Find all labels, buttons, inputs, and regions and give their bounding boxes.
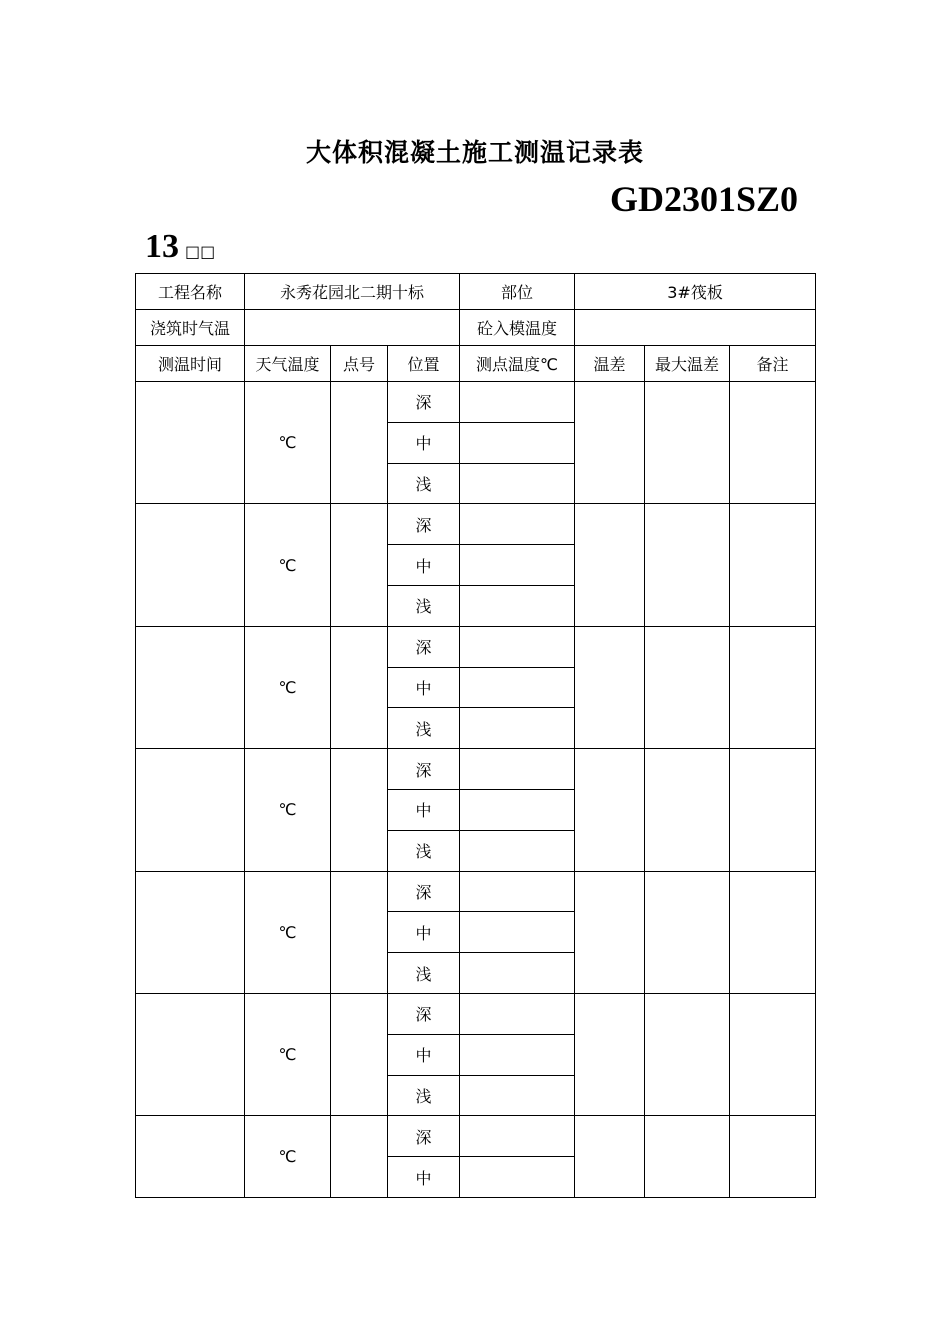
point-temp-cell[interactable]: [460, 871, 575, 912]
measurement-row: [136, 749, 816, 790]
position-cell: 深: [388, 1116, 460, 1157]
position-cell: 中: [388, 667, 460, 708]
measure-time-cell[interactable]: [136, 993, 245, 1115]
position-cell: 浅: [388, 463, 460, 504]
point-temp-cell[interactable]: [460, 545, 575, 586]
measurement-row: [136, 993, 816, 1034]
pour-temperature-row: [136, 310, 816, 346]
position-cell: 中: [388, 1157, 460, 1198]
point-temp-cell[interactable]: [460, 422, 575, 463]
temp-diff-cell[interactable]: [575, 504, 645, 626]
position-cell: 深: [388, 871, 460, 912]
pour-temp-value[interactable]: [245, 310, 460, 346]
weather-temp-cell[interactable]: ℃: [245, 504, 331, 626]
measure-time-cell[interactable]: [136, 504, 245, 626]
temp-diff-cell[interactable]: [575, 871, 645, 993]
mold-temp-label: 砼入模温度: [460, 310, 575, 346]
remarks-cell[interactable]: [730, 1116, 816, 1198]
temp-diff-cell[interactable]: [575, 749, 645, 871]
position-cell: 浅: [388, 830, 460, 871]
remarks-cell[interactable]: [730, 871, 816, 993]
max-temp-diff-cell[interactable]: [645, 993, 730, 1115]
weather-temp-cell[interactable]: ℃: [245, 626, 331, 748]
temperature-record-table: [135, 273, 816, 1198]
point-temp-cell[interactable]: [460, 1157, 575, 1198]
point-temp-cell[interactable]: [460, 1034, 575, 1075]
remarks-cell[interactable]: [730, 993, 816, 1115]
remarks-cell[interactable]: [730, 626, 816, 748]
point-temp-cell[interactable]: [460, 504, 575, 545]
measure-time-cell[interactable]: [136, 626, 245, 748]
remarks-cell[interactable]: [730, 749, 816, 871]
point-temp-cell[interactable]: [460, 789, 575, 830]
measurement-row: [136, 626, 816, 667]
point-temp-cell[interactable]: [460, 667, 575, 708]
col-header-point-no: 点号: [331, 346, 388, 382]
point-temp-cell[interactable]: [460, 463, 575, 504]
weather-temp-cell[interactable]: ℃: [245, 382, 331, 504]
measure-time-cell[interactable]: [136, 1116, 245, 1198]
part-label: 部位: [460, 274, 575, 310]
point-number-cell[interactable]: [331, 749, 388, 871]
position-cell: 浅: [388, 1075, 460, 1116]
point-temp-cell[interactable]: [460, 749, 575, 790]
col-header-position: 位置: [388, 346, 460, 382]
max-temp-diff-cell[interactable]: [645, 749, 730, 871]
position-cell: 浅: [388, 708, 460, 749]
document-title: 大体积混凝土施工测温记录表: [305, 138, 644, 167]
col-header-point-temp: 测点温度℃: [460, 346, 575, 382]
column-header-row: [136, 346, 816, 382]
max-temp-diff-cell[interactable]: [645, 504, 730, 626]
col-header-max-temp-diff: 最大温差: [645, 346, 730, 382]
position-cell: 深: [388, 626, 460, 667]
measurement-row: [136, 1116, 816, 1157]
point-number-cell[interactable]: [331, 871, 388, 993]
position-cell: 中: [388, 789, 460, 830]
point-temp-cell[interactable]: [460, 382, 575, 423]
point-number-cell[interactable]: [331, 626, 388, 748]
measurement-row: [136, 382, 816, 423]
point-number-cell[interactable]: [331, 504, 388, 626]
point-temp-cell[interactable]: [460, 626, 575, 667]
form-code-suffix: □□: [185, 242, 216, 261]
temp-diff-cell[interactable]: [575, 626, 645, 748]
measurement-row: [136, 871, 816, 912]
measurement-row: [136, 504, 816, 545]
position-cell: 中: [388, 545, 460, 586]
mold-temp-value[interactable]: [575, 310, 816, 346]
position-cell: 深: [388, 382, 460, 423]
col-header-remarks: 备注: [730, 346, 816, 382]
remarks-cell[interactable]: [730, 382, 816, 504]
point-number-cell[interactable]: [331, 1116, 388, 1198]
temp-diff-cell[interactable]: [575, 993, 645, 1115]
max-temp-diff-cell[interactable]: [645, 871, 730, 993]
measure-time-cell[interactable]: [136, 871, 245, 993]
point-temp-cell[interactable]: [460, 953, 575, 994]
form-code-number: 13: [145, 228, 179, 265]
position-cell: 中: [388, 1034, 460, 1075]
max-temp-diff-cell[interactable]: [645, 626, 730, 748]
position-cell: 深: [388, 749, 460, 790]
max-temp-diff-cell[interactable]: [645, 382, 730, 504]
weather-temp-cell[interactable]: ℃: [245, 993, 331, 1115]
position-cell: 浅: [388, 585, 460, 626]
weather-temp-cell[interactable]: ℃: [245, 871, 331, 993]
form-code-continuation: [145, 228, 215, 266]
form-code: GD2301SZ0: [609, 179, 798, 219]
point-temp-cell[interactable]: [460, 1116, 575, 1157]
temp-diff-cell[interactable]: [575, 382, 645, 504]
point-number-cell[interactable]: [331, 993, 388, 1115]
col-header-temp-diff: 温差: [575, 346, 645, 382]
temp-diff-cell[interactable]: [575, 1116, 645, 1198]
point-temp-cell[interactable]: [460, 912, 575, 953]
point-temp-cell[interactable]: [460, 585, 575, 626]
point-temp-cell[interactable]: [460, 830, 575, 871]
part-value[interactable]: 3#筏板: [575, 274, 816, 310]
project-label: 工程名称: [136, 274, 245, 310]
measure-time-cell[interactable]: [136, 749, 245, 871]
point-temp-cell[interactable]: [460, 1075, 575, 1116]
position-cell: 中: [388, 422, 460, 463]
col-header-weather-temp: 天气温度: [245, 346, 331, 382]
pour-temp-label: 浇筑时气温: [136, 310, 245, 346]
project-row: [136, 274, 816, 310]
position-cell: 深: [388, 993, 460, 1034]
col-header-time: 测温时间: [136, 346, 245, 382]
weather-temp-cell[interactable]: ℃: [245, 1116, 331, 1198]
point-temp-cell[interactable]: [460, 708, 575, 749]
point-number-cell[interactable]: [331, 382, 388, 504]
position-cell: 中: [388, 912, 460, 953]
weather-temp-cell[interactable]: ℃: [245, 749, 331, 871]
remarks-cell[interactable]: [730, 504, 816, 626]
point-temp-cell[interactable]: [460, 993, 575, 1034]
max-temp-diff-cell[interactable]: [645, 1116, 730, 1198]
project-value[interactable]: 永秀花园北二期十标: [245, 274, 460, 310]
position-cell: 浅: [388, 953, 460, 994]
measure-time-cell[interactable]: [136, 382, 245, 504]
position-cell: 深: [388, 504, 460, 545]
